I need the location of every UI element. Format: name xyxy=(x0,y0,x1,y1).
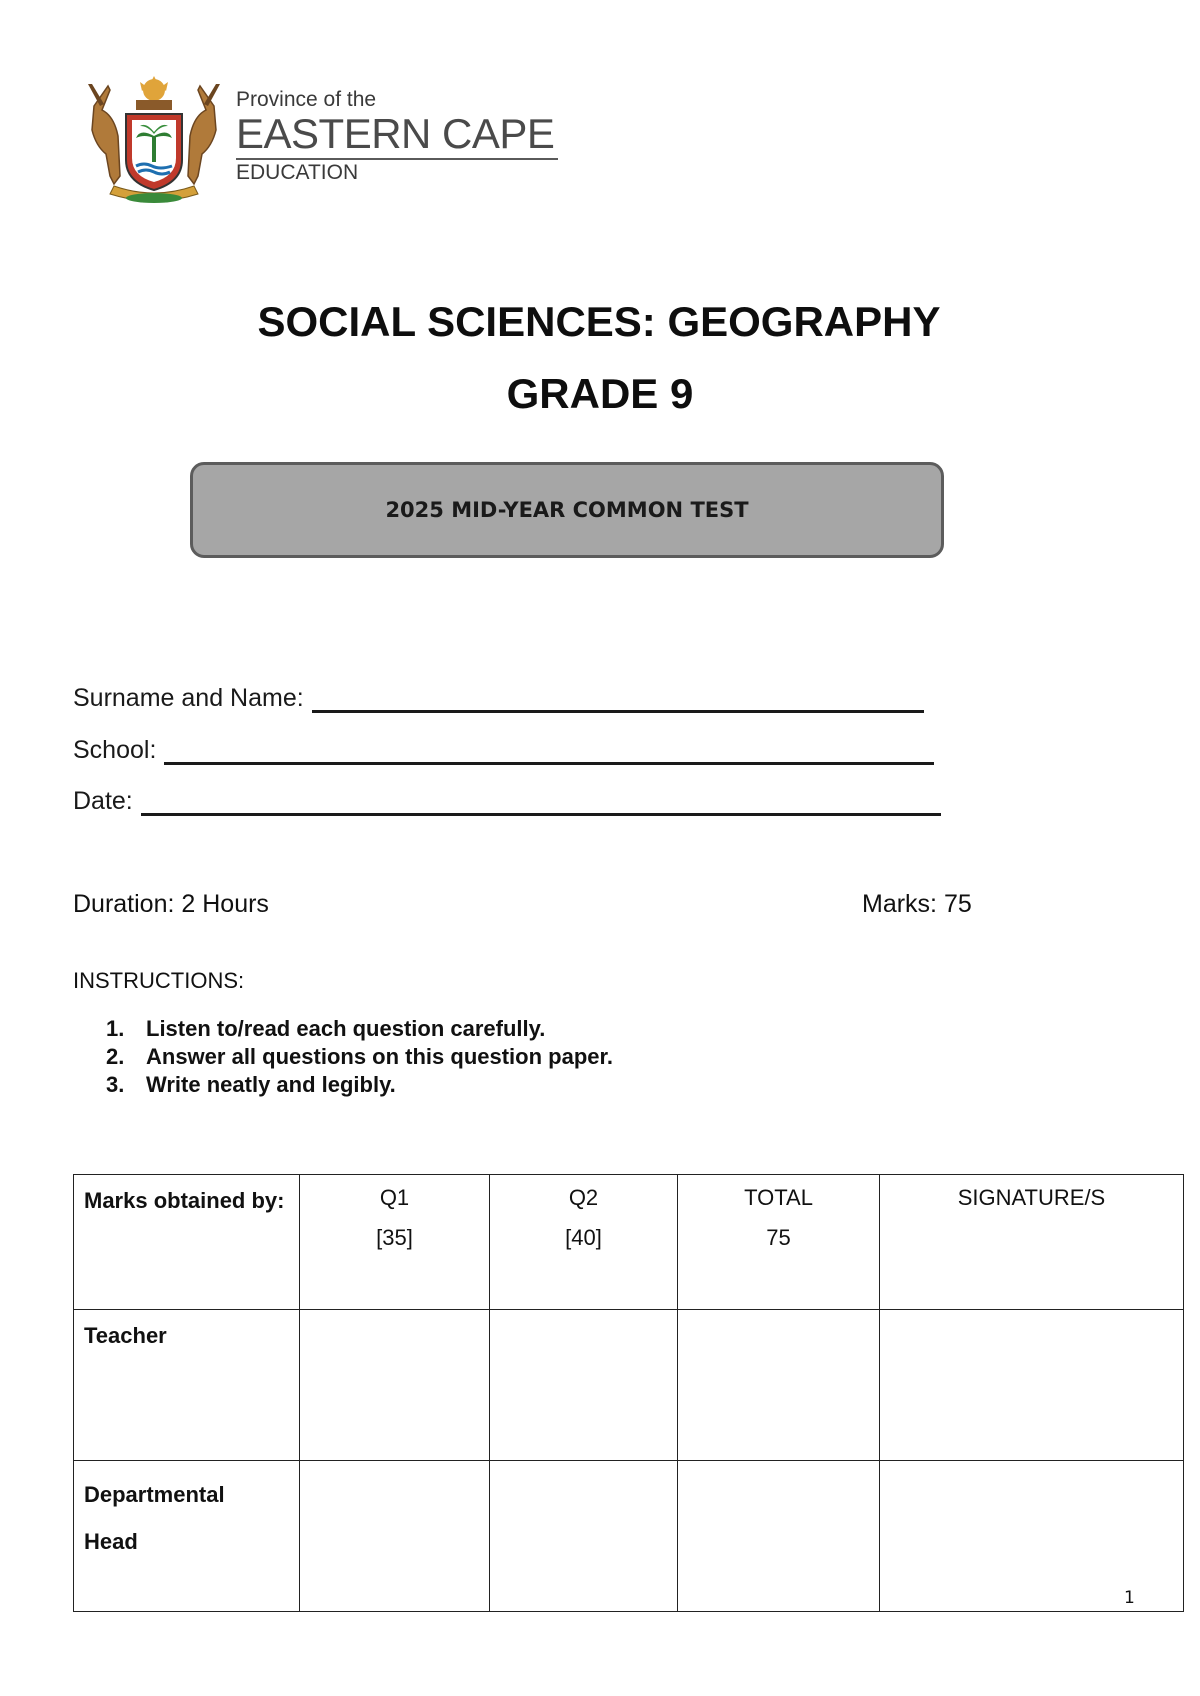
dept-signature-cell[interactable] xyxy=(880,1461,1184,1612)
department-logo xyxy=(74,76,574,206)
school-field xyxy=(73,736,934,765)
instructions-list xyxy=(106,1015,613,1099)
instruction-item xyxy=(106,1015,613,1043)
signature-header: SIGNATURE/S xyxy=(880,1175,1184,1310)
duration-text: Duration: 2 Hours xyxy=(73,890,269,918)
page-title: SOCIAL SCIENCES: GEOGRAPHY xyxy=(257,298,941,345)
table-row xyxy=(74,1461,1184,1612)
instruction-item xyxy=(106,1071,613,1099)
departmental-head-label-line1: Departmental xyxy=(84,1482,225,1507)
date-input-line[interactable] xyxy=(141,787,941,816)
instruction-text: Answer all questions on this question paper. xyxy=(146,1044,613,1069)
school-label: School: xyxy=(73,736,157,764)
dept-q1-cell[interactable] xyxy=(300,1461,490,1612)
marks-table xyxy=(73,1174,1184,1612)
instruction-text: Write neatly and legibly. xyxy=(146,1072,396,1097)
teacher-total-cell[interactable] xyxy=(678,1310,880,1461)
departmental-head-label xyxy=(74,1461,300,1612)
date-field xyxy=(73,787,941,816)
logo-region-line: EASTERN CAPE xyxy=(236,110,555,157)
instruction-number: 2. xyxy=(106,1044,125,1069)
date-label: Date: xyxy=(73,787,133,815)
page-number: 1 xyxy=(1124,1588,1135,1608)
departmental-head-label-line2: Head xyxy=(84,1529,138,1554)
instruction-text: Listen to/read each question carefully. xyxy=(146,1016,546,1041)
marks-obtained-label: Marks obtained by: xyxy=(74,1175,300,1310)
teacher-label: Teacher xyxy=(74,1310,300,1461)
q2-header xyxy=(490,1175,678,1310)
q1-marks: [35] xyxy=(376,1225,413,1250)
instruction-item xyxy=(106,1043,613,1071)
surname-name-label: Surname and Name: xyxy=(73,684,304,712)
grade-title: GRADE 9 xyxy=(506,370,694,417)
coat-of-arms-icon xyxy=(74,76,234,206)
q2-marks: [40] xyxy=(565,1225,602,1250)
q1-header xyxy=(300,1175,490,1310)
table-row xyxy=(74,1310,1184,1461)
teacher-q1-cell[interactable] xyxy=(300,1310,490,1461)
teacher-signature-cell[interactable] xyxy=(880,1310,1184,1461)
surname-name-field xyxy=(73,684,924,713)
table-header-row xyxy=(74,1175,1184,1310)
total-marks-text: Marks: 75 xyxy=(862,890,972,918)
dept-total-cell[interactable] xyxy=(678,1461,880,1612)
school-input-line[interactable] xyxy=(164,736,934,765)
total-header xyxy=(678,1175,880,1310)
instruction-number: 1. xyxy=(106,1016,125,1041)
teacher-q2-cell[interactable] xyxy=(490,1310,678,1461)
test-name-label: 2025 MID-YEAR COMMON TEST xyxy=(385,498,749,522)
logo-province-line: Province of the xyxy=(236,88,377,111)
total-label: TOTAL xyxy=(744,1185,813,1210)
logo-text xyxy=(236,88,566,186)
total-marks: 75 xyxy=(766,1225,791,1250)
instruction-number: 3. xyxy=(106,1072,125,1097)
instructions-heading: INSTRUCTIONS: xyxy=(73,968,245,993)
logo-department-line: EDUCATION xyxy=(236,161,359,184)
q2-label: Q2 xyxy=(568,1185,599,1210)
test-name-banner xyxy=(190,462,944,558)
surname-name-input-line[interactable] xyxy=(312,684,924,713)
q1-label: Q1 xyxy=(379,1185,410,1210)
dept-q2-cell[interactable] xyxy=(490,1461,678,1612)
